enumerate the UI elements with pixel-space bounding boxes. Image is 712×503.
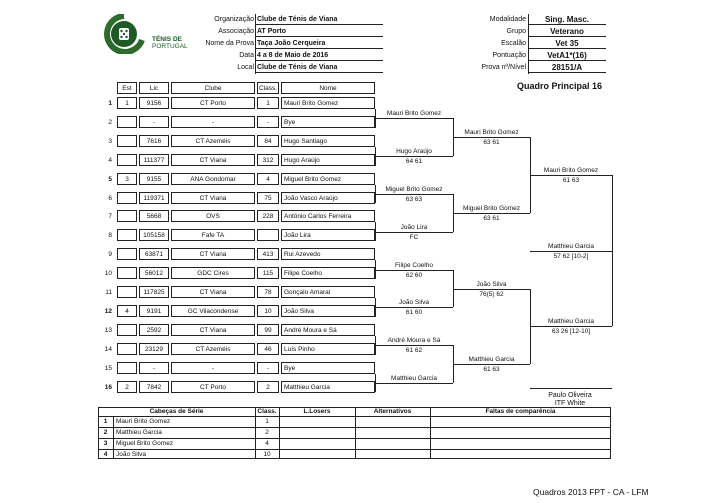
seeds-header-alternativos: Alternativos: [373, 408, 412, 415]
entry-player-name: Bye: [284, 118, 296, 126]
seed-ranking: 4: [265, 440, 269, 447]
header-value-nome-prova: Taça João Cerqueira: [257, 40, 326, 47]
header-value-escalao: Vet 35: [555, 39, 579, 48]
header-label-local: Local: [237, 64, 254, 71]
entry-licence: 63871: [144, 251, 164, 259]
seeds-header-class: Class.: [257, 408, 277, 415]
round2-winner: João Lira: [400, 223, 428, 231]
round2-score: FC: [409, 233, 419, 241]
entry-club: CT Viana: [199, 289, 227, 296]
entry-player-name: Miguel Brito Gomez: [284, 175, 342, 183]
entry-licence: 119371: [143, 194, 165, 202]
entry-club: CT Porto: [200, 100, 226, 107]
header-label-escalao: Escalão: [501, 40, 526, 47]
final-winner: Matthieu Garcia: [548, 242, 594, 250]
header-label-prova-nivel: Prova nº/Nível: [481, 64, 526, 71]
entry-club: OVS: [206, 213, 220, 221]
entry-ranking: -: [266, 118, 270, 126]
header-label-grupo: Grupo: [506, 28, 526, 35]
entry-licence: 56012: [144, 270, 164, 278]
header-label-associacao: Associação: [218, 28, 254, 35]
entry-position: 9: [108, 251, 112, 259]
entry-ranking: 78: [264, 289, 272, 296]
entry-club: -: [211, 364, 215, 372]
entry-club: CT Viana: [199, 194, 227, 202]
entry-player-name: Matthieu Garcia: [284, 383, 330, 391]
entry-ranking: 312: [262, 156, 274, 164]
header-label-organizacao: Organização: [214, 16, 254, 23]
entry-licence: 9191: [146, 307, 162, 315]
entry-position: 12: [104, 307, 112, 315]
col-header-lic: Lic: [149, 85, 159, 92]
header-label-pontuacao: Pontuação: [492, 52, 526, 59]
entry-box: [117, 210, 137, 222]
referee-title: ITF White: [554, 400, 586, 407]
header-value-organizacao: Clube de Ténis de Viana: [257, 16, 338, 23]
final-score: 57 62 [10-2]: [553, 252, 589, 260]
entry-club: CT Azeméis: [195, 137, 231, 145]
entry-box: [117, 343, 137, 355]
entry-seed: 3: [125, 175, 129, 183]
entry-player-name: Hugo Santiago: [284, 137, 328, 145]
seed-player-name: Miguel Brito Gomez: [116, 440, 174, 447]
entry-player-name: Rui Azevedo: [284, 251, 321, 259]
entry-box: [117, 154, 137, 166]
entry-box: [117, 192, 137, 204]
seeds-header-llosers: L.Losers: [303, 408, 331, 415]
entry-club: ANA Gondomar: [190, 175, 236, 183]
round2-score: 64 61: [405, 158, 423, 166]
entry-licence: 105158: [143, 232, 165, 240]
entry-licence: 111377: [143, 156, 165, 164]
entry-box: [257, 229, 279, 241]
entry-player-name: João Silva: [284, 307, 314, 315]
entry-licence: 117825: [143, 289, 165, 296]
entry-box: [117, 248, 137, 260]
entry-box: [117, 116, 137, 128]
bracket-line: [612, 175, 613, 326]
entry-club: CT Viana: [199, 156, 227, 164]
entry-ranking: 115: [262, 270, 274, 278]
seed-player-name: Mauri Brito Gomez: [116, 418, 171, 425]
entry-ranking: 228: [262, 213, 274, 221]
entry-player-name: Bye: [284, 364, 296, 372]
entry-club: CT Porto: [200, 383, 226, 391]
entry-seed: 2: [125, 383, 129, 391]
header-value-grupo: Veterano: [550, 27, 584, 36]
entry-licence: 23129: [144, 345, 164, 353]
col-header-class: Class.: [258, 85, 278, 92]
round2-winner: Mauri Brito Gomez: [386, 110, 442, 118]
entry-ranking: 46: [264, 345, 272, 353]
entry-ranking: -: [266, 364, 270, 372]
entry-position: 4: [108, 156, 112, 164]
entry-player-name: Luís Pinho: [284, 345, 315, 353]
round2-score: 63 63: [405, 196, 423, 204]
entry-ranking: 413: [262, 251, 274, 259]
entry-club: CT Azeméis: [195, 345, 231, 353]
entry-player-name: Hugo Araújo: [284, 156, 320, 164]
entry-position: 2: [108, 118, 112, 126]
round2-winner: Miguel Brito Gomez: [385, 186, 443, 194]
entry-box: [117, 362, 137, 374]
seed-player-name: Matthieu Garcia: [116, 429, 162, 436]
entry-player-name: João Lira: [284, 232, 311, 240]
round2-score: 61 62: [405, 347, 423, 355]
header-value-local: Clube de Ténis de Viana: [257, 64, 338, 71]
round3-score: 76(5) 62: [479, 290, 504, 298]
entry-position: 5: [108, 175, 112, 183]
round4-winner: Mauri Brito Gomez: [543, 167, 599, 175]
round2-winner: João Silva: [399, 299, 429, 307]
entry-player-name: Gonçalo Amaral: [284, 289, 331, 296]
entry-licence: -: [152, 118, 156, 126]
entry-box: [117, 135, 137, 147]
seeds-header-faltas: Faltas de comparência: [485, 408, 556, 415]
bracket-line: [375, 383, 453, 384]
entry-licence: -: [152, 364, 156, 372]
entry-club: CT Viana: [199, 326, 227, 334]
header-label-nome-prova: Nome da Prova: [205, 40, 254, 47]
header-label-modalidade: Modalidade: [489, 16, 526, 23]
tenis-portugal-logo-icon: [104, 14, 152, 54]
round3-winner: Miguel Brito Gomez: [462, 204, 521, 212]
col-header-nome: Nome: [319, 85, 337, 92]
entry-licence: 2592: [146, 326, 162, 334]
entry-box: [117, 286, 137, 298]
round4-score: 63 26 [12-10]: [551, 328, 591, 336]
entry-position: 13: [104, 326, 112, 334]
entry-box: [117, 324, 137, 336]
bracket-line: [530, 388, 612, 389]
referee-name: Paulo Oliveira: [548, 392, 592, 399]
round4-winner: Matthieu Garcia: [548, 318, 594, 326]
entry-player-name: António Carlos Ferreira: [284, 213, 352, 221]
entry-position: 7: [108, 213, 112, 221]
seed-ranking: 1: [265, 418, 269, 425]
entry-licence: 5668: [146, 213, 162, 221]
entry-ranking: 84: [264, 137, 272, 145]
entry-position: 11: [105, 289, 112, 296]
col-header-clube: Clube: [204, 85, 222, 92]
entry-ranking: 1: [266, 100, 270, 107]
round2-score: 62 60: [405, 271, 423, 279]
logo-line1: TÉNIS DE: [152, 36, 182, 43]
entry-player-name: João Vasco Araújo: [284, 194, 338, 202]
entry-seed: 1: [125, 100, 129, 107]
bracket-line: [375, 118, 453, 119]
entry-ranking: 75: [264, 194, 272, 202]
entry-seed: 4: [125, 307, 129, 315]
round3-score: 63 61: [483, 214, 500, 222]
round3-score: 61 63: [483, 366, 500, 374]
entry-licence: 9156: [146, 100, 162, 107]
entry-club: CT Viana: [199, 251, 227, 259]
seed-number: 4: [103, 451, 108, 458]
footer-text: Quadros 2013 FPT - CA - LFM: [533, 487, 649, 497]
round4-score: 61 63: [562, 177, 580, 185]
entry-club: -: [211, 118, 215, 126]
seed-player-name: João Silva: [116, 451, 146, 458]
entry-position: 16: [104, 383, 112, 391]
header-value-modalidade: Sing. Masc.: [544, 15, 589, 24]
header-value-pontuacao: VetA1*(16): [547, 51, 587, 60]
seed-ranking: 10: [263, 451, 271, 458]
draw-title: Quadro Principal 16: [517, 81, 603, 91]
entry-licence: 7842: [146, 383, 162, 391]
entry-player-name: Filipe Coelho: [284, 270, 322, 278]
header-value-associacao: AT Porto: [257, 28, 287, 35]
header-value-prova-nivel: 28151/A: [551, 63, 583, 72]
round2-score: 61 60: [405, 309, 423, 317]
entry-ranking: 4: [266, 175, 270, 183]
round3-winner: João Silva: [476, 280, 507, 288]
entry-box: [117, 229, 137, 241]
entry-player-name: Mauri Brito Gomez: [284, 100, 339, 107]
entry-player-name: André Moura e Sá: [284, 326, 337, 334]
entry-position: 1: [108, 100, 112, 107]
seed-number: 1: [103, 418, 108, 425]
entry-club: GC Vilacondense: [187, 307, 239, 315]
entry-ranking: 2: [266, 383, 270, 391]
entry-box: [117, 267, 137, 279]
logo-line2: PORTUGAL: [152, 43, 188, 50]
seed-ranking: 2: [265, 429, 269, 436]
entry-club: GDC Cires: [197, 270, 229, 278]
round2-winner: Hugo Araújo: [396, 148, 432, 156]
entry-position: 3: [108, 137, 112, 145]
seed-number: 3: [103, 440, 108, 447]
round3-score: 63 61: [483, 139, 500, 147]
seeds-header-cabecas: Cabeças de Série: [149, 408, 204, 415]
entry-position: 15: [104, 364, 112, 372]
round2-winner: Filipe Coelho: [395, 261, 433, 269]
entry-position: 14: [104, 345, 112, 353]
header-value-data: 4 a 8 de Maio de 2016: [257, 52, 329, 59]
entry-licence: 9155: [146, 175, 162, 183]
round3-winner: Matthieu Garcia: [468, 356, 515, 364]
entry-licence: 7616: [146, 137, 162, 145]
entry-ranking: 99: [264, 326, 272, 334]
round2-winner: André Moura e Sá: [387, 337, 441, 345]
header-label-data: Data: [239, 52, 254, 59]
seed-number: 2: [103, 429, 108, 436]
entry-position: 10: [104, 270, 112, 278]
col-header-est: Est: [122, 85, 132, 92]
entry-ranking: 10: [264, 307, 272, 315]
entry-position: 8: [108, 232, 112, 240]
entry-club: Fafe TA: [201, 232, 225, 240]
round3-winner: Mauri Brito Gomez: [464, 129, 519, 137]
round2-winner: Matthieu Garcia: [391, 375, 437, 383]
entry-position: 6: [108, 194, 112, 202]
